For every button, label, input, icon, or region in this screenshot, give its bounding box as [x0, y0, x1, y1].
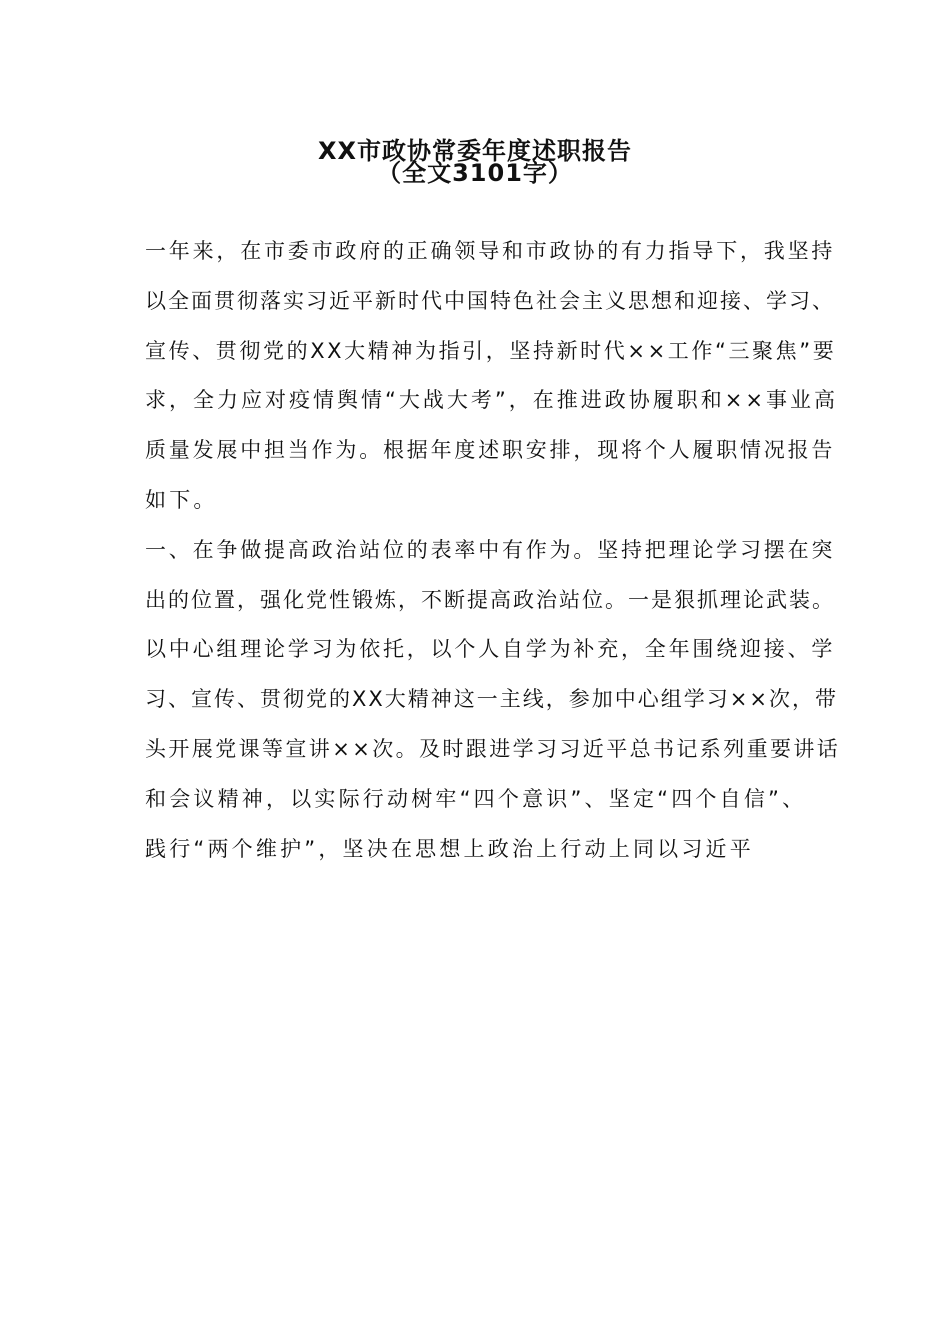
- body-line-9: 以中心组理论学习为依托，以个人自学为补充，全年围绕迎接、学: [145, 637, 836, 661]
- body-line-6: 如下。: [145, 488, 218, 512]
- body-line-4: 求，全力应对疫情舆情“大战大考”，在推进政协履职和××事业高: [145, 388, 838, 412]
- body-line-5: 质量发展中担当作为。根据年度述职安排，现将个人履职情况报告: [145, 438, 836, 462]
- body-line-8: 出的位置，强化党性锻炼，不断提高政治站位。一是狠抓理论武装。: [145, 588, 835, 612]
- body-line-11: 头开展党课等宣讲××次。及时跟进学习习近平总书记系列重要讲话: [145, 737, 841, 761]
- body-line-7: 一、在争做提高政治站位的表率中有作为。坚持把理论学习摆在突: [145, 538, 836, 562]
- document-title: XX市政协常委年度述职报告: [317, 137, 632, 165]
- body-line-1: 一年来，在市委市政府的正确领导和市政协的有力指导下，我坚持: [145, 239, 836, 263]
- body-line-13: 践行“两个维护”，坚决在思想上政治上行动上同以习近平: [145, 837, 754, 861]
- body-line-2: 以全面贯彻落实习近平新时代中国特色社会主义思想和迎接、学习、: [145, 289, 835, 313]
- document-subtitle: （全文3101字）: [377, 159, 573, 187]
- body-line-10: 习、宣传、贯彻党的XX大精神这一主线，参加中心组学习××次，带: [145, 687, 838, 711]
- body-line-3: 宣传、贯彻党的XX大精神为指引，坚持新时代××工作“三聚焦”要: [145, 339, 837, 363]
- body-line-12: 和会议精神，以实际行动树牢“四个意识”、坚定“四个自信”、: [145, 787, 807, 811]
